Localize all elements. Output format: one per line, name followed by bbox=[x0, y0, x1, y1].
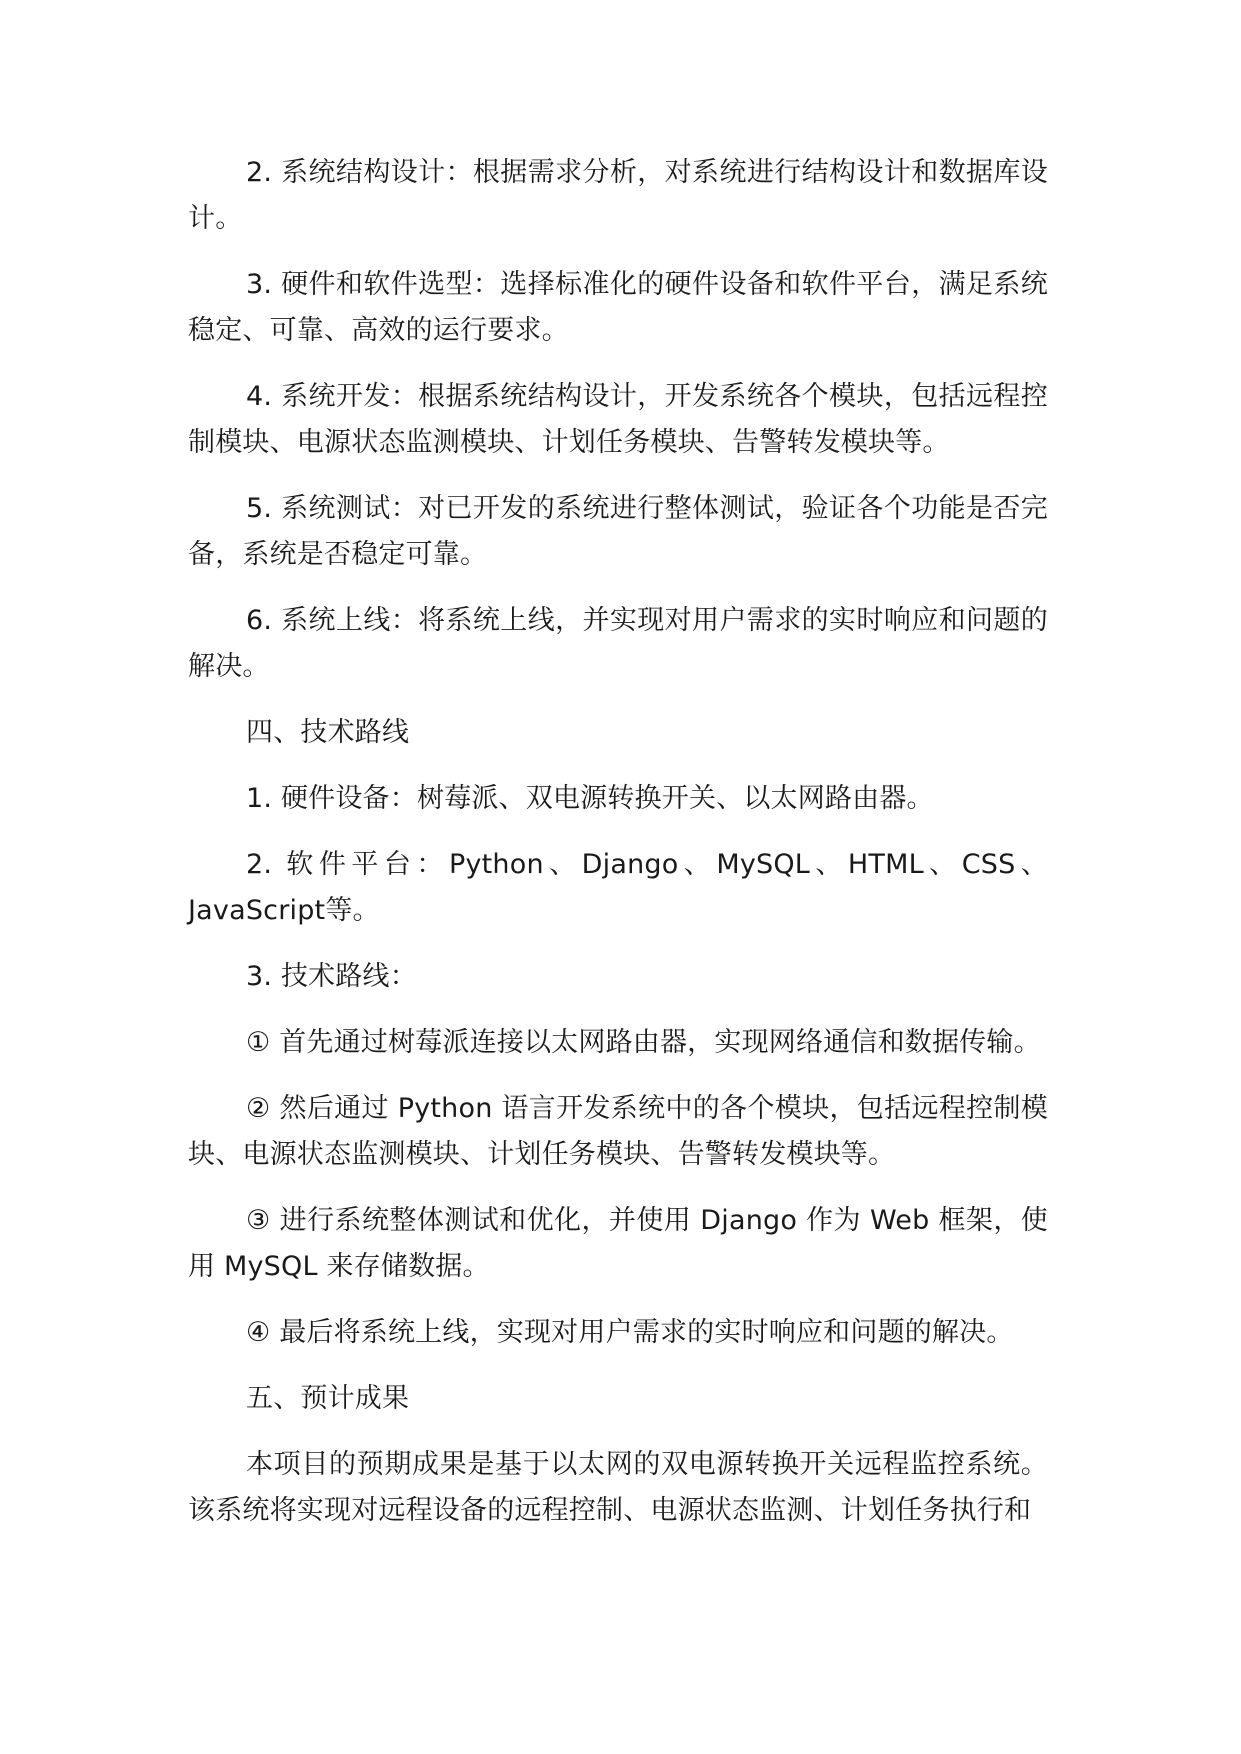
paragraph-route-step-3: ③ 进行系统整体测试和优化，并使用 Django 作为 Web 框架，使用 MySQL 来存储数据。 bbox=[188, 1205, 1048, 1282]
document-page bbox=[188, 150, 1048, 1554]
section-heading-expected-results: 五、预计成果 bbox=[246, 1383, 410, 1414]
paragraph-expected-results: 本项目的预期成果是基于以太网的双电源转换开关远程监控系统。该系统将实现对远程设备的远程控制、电源状态监测、计划任务执行和 bbox=[188, 1449, 1048, 1526]
paragraph-technical-route-intro: 3. 技术路线： bbox=[246, 961, 417, 992]
paragraph-route-step-2: ② 然后通过 Python 语言开发系统中的各个模块，包括远程控制模块、电源状态监测模块、计划任务模块、告警转发模块等。 bbox=[188, 1093, 1048, 1170]
paragraph-system-structure-design: 2. 系统结构设计：根据需求分析，对系统进行结构设计和数据库设计。 bbox=[188, 157, 1048, 234]
paragraph-system-development: 4. 系统开发：根据系统结构设计，开发系统各个模块，包括远程控制模块、电源状态监测模块、计划任务模块、告警转发模块等。 bbox=[188, 381, 1048, 458]
paragraph-hardware-software-selection: 3. 硬件和软件选型：选择标准化的硬件设备和软件平台，满足系统稳定、可靠、高效的运行要求。 bbox=[188, 269, 1048, 346]
paragraph-route-step-4: ④ 最后将系统上线，实现对用户需求的实时响应和问题的解决。 bbox=[246, 1317, 1014, 1348]
paragraph-system-launch: 6. 系统上线：将系统上线，并实现对用户需求的实时响应和问题的解决。 bbox=[188, 605, 1048, 682]
paragraph-system-testing: 5. 系统测试：对已开发的系统进行整体测试，验证各个功能是否完备，系统是否稳定可靠。 bbox=[188, 493, 1048, 570]
paragraph-hardware-devices: 1. 硬件设备：树莓派、双电源转换开关、以太网路由器。 bbox=[246, 783, 934, 814]
section-heading-technical-route: 四、技术路线 bbox=[246, 717, 410, 748]
paragraph-route-step-1: ① 首先通过树莓派连接以太网路由器，实现网络通信和数据传输。 bbox=[246, 1027, 1041, 1058]
paragraph-software-platform: 2. 软件平台：Python、Django、MySQL、HTML、CSS、JavaScript等。 bbox=[188, 849, 1048, 926]
